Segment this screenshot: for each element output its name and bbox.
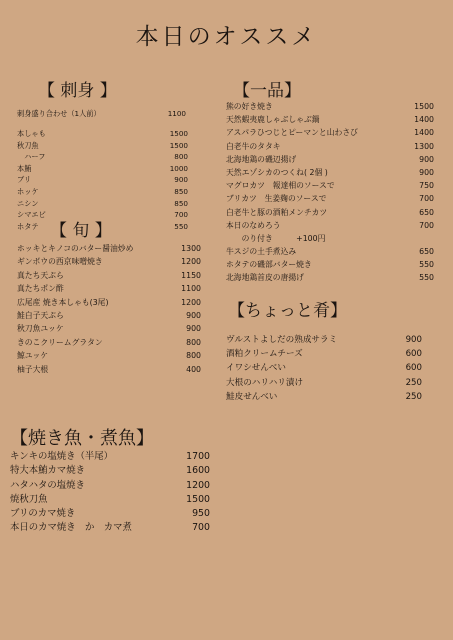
menu-item-price: 1500 bbox=[169, 140, 188, 150]
menu-item bbox=[226, 220, 434, 233]
menu-item bbox=[226, 101, 434, 114]
menu-item-price: 1600 bbox=[186, 465, 210, 477]
menu-item-name: ヴルストよしだの熟成サラミ bbox=[226, 335, 338, 345]
menu-item-name: シマエビ bbox=[17, 210, 46, 220]
sakana-heading: 【ちょっと肴】 bbox=[228, 301, 347, 321]
menu-item-price: 1200 bbox=[181, 257, 201, 267]
menu-item-price: 700 bbox=[192, 522, 210, 534]
sashimi-heading: 【 刺身 】 bbox=[38, 81, 117, 101]
sakana-list bbox=[226, 333, 422, 404]
menu-item-price: 900 bbox=[186, 324, 201, 334]
menu-item-price: 900 bbox=[405, 335, 422, 345]
menu-item bbox=[226, 333, 422, 347]
menu-item-price: 800 bbox=[174, 152, 188, 162]
menu-item-price: 700 bbox=[174, 210, 188, 220]
sashimi-platter-row bbox=[17, 109, 186, 119]
menu-item-price: 700 bbox=[419, 194, 434, 204]
menu-item-price: 650 bbox=[419, 207, 434, 217]
menu-item-price: 950 bbox=[192, 508, 210, 520]
menu-item-name: ホタテ bbox=[17, 221, 39, 231]
yakizakana-list bbox=[10, 448, 210, 534]
menu-item-price: 550 bbox=[174, 221, 188, 231]
menu-item bbox=[10, 448, 210, 462]
menu-item-name: 北海地鶏の磯辺揚げ bbox=[226, 154, 297, 164]
menu-item bbox=[17, 199, 188, 211]
menu-item-name: 特大本鮪カマ焼き bbox=[10, 465, 86, 477]
menu-item bbox=[17, 323, 201, 336]
menu-item-price: 1000 bbox=[169, 163, 188, 173]
menu-item-price: 1300 bbox=[414, 141, 434, 151]
ippin-heading: 【一品】 bbox=[233, 81, 301, 101]
menu-item-price: 800 bbox=[186, 351, 201, 361]
menu-item-name: イワシせんべい bbox=[226, 363, 286, 374]
menu-item-name: 真たち天ぷら bbox=[17, 270, 64, 280]
menu-item-price: 400 bbox=[186, 364, 201, 374]
menu-item bbox=[10, 477, 210, 491]
menu-item bbox=[10, 491, 210, 505]
menu-item-name: 広尾産 焼き本しゃも(3尾) bbox=[17, 297, 109, 307]
menu-item bbox=[226, 154, 434, 167]
menu-item-price: 1150 bbox=[181, 270, 201, 280]
menu-item-price: 650 bbox=[419, 247, 434, 257]
menu-item-price: 750 bbox=[419, 181, 434, 191]
menu-item-name: 天然蝦夷鹿しゃぶしゃぶ鍋 bbox=[226, 115, 320, 125]
menu-item-name: アスパラひつじとピーマンと山わさび bbox=[226, 128, 358, 138]
menu-item-name: ホッケ bbox=[17, 186, 39, 196]
menu-item-name: 北海地鶏首皮の唐揚げ bbox=[226, 273, 304, 283]
menu-item-name: 天然エゾシカのつくね( 2個 ) bbox=[226, 167, 328, 177]
menu-item-name: ブリのカマ焼き bbox=[10, 508, 76, 520]
menu-item-name: 鯨ユッケ bbox=[17, 351, 49, 361]
menu-item bbox=[226, 114, 434, 127]
menu-item-price: 1500 bbox=[414, 102, 434, 111]
menu-item-name: 酒粕クリームチーズ bbox=[226, 349, 303, 360]
menu-item-price: 900 bbox=[419, 154, 434, 164]
menu-item-price: 800 bbox=[186, 337, 201, 347]
ippin-list bbox=[226, 101, 434, 286]
menu-item-price: 550 bbox=[419, 273, 434, 283]
menu-item-name: ブリカツ 生姜麹のソースで bbox=[226, 194, 327, 204]
menu-item-name: キンキの塩焼き（半尾） bbox=[10, 451, 114, 462]
menu-item bbox=[226, 193, 434, 206]
menu-item bbox=[17, 364, 201, 377]
menu-item bbox=[10, 505, 210, 519]
menu-item-price: 250 bbox=[405, 391, 422, 402]
menu-item bbox=[17, 283, 201, 296]
menu-item-name: ハーフ bbox=[17, 152, 46, 162]
menu-item-name: 大根のハリハリ漬け bbox=[226, 377, 304, 388]
menu-item-name: 柚子大根 bbox=[17, 364, 49, 374]
shun-heading: 【 旬 】 bbox=[50, 221, 112, 241]
menu-item-name: 本日のカマ焼き か カマ煮 bbox=[10, 522, 132, 534]
menu-item bbox=[17, 350, 201, 363]
menu-item-price: 1400 bbox=[414, 128, 434, 138]
menu-item-name: 本日のなめろう bbox=[226, 220, 281, 230]
menu-item bbox=[226, 207, 434, 220]
menu-item bbox=[17, 310, 201, 323]
menu-item bbox=[17, 164, 188, 176]
menu-item bbox=[226, 127, 434, 140]
menu-item-price: 250 bbox=[405, 377, 422, 388]
menu-item bbox=[17, 270, 201, 283]
menu-item-name: 白老牛と豚の酒粕メンチカツ bbox=[226, 207, 328, 217]
platter-price: 1100 bbox=[167, 109, 186, 118]
menu-item-price: 1200 bbox=[186, 479, 210, 491]
menu-item-name: きのこクリームグラタン bbox=[17, 337, 103, 347]
menu-item-name: 鮭白子天ぷら bbox=[17, 310, 64, 320]
menu-item bbox=[226, 390, 422, 404]
menu-item-price: 1400 bbox=[414, 115, 434, 125]
menu-item-price: 600 bbox=[405, 363, 422, 374]
menu-item bbox=[226, 246, 434, 259]
menu-item-name: 秋刀魚 bbox=[17, 140, 39, 150]
menu-item bbox=[17, 256, 201, 269]
menu-item-name: ホタテの磯部バター焼き bbox=[226, 260, 312, 270]
menu-item bbox=[17, 187, 188, 199]
menu-item-price: 1100 bbox=[181, 284, 201, 294]
menu-item-name: 牛スジの土手煮込み bbox=[226, 247, 297, 257]
menu-item bbox=[17, 175, 188, 187]
menu-item-price: 1500 bbox=[186, 493, 210, 505]
platter-name: 刺身盛り合わせ（1人前） bbox=[17, 109, 101, 118]
menu-item-name: ブリ bbox=[17, 175, 32, 185]
menu-item bbox=[17, 243, 201, 256]
menu-item-name: ハタハタの塩焼き bbox=[10, 479, 85, 491]
menu-item-name: 鮭皮せんべい bbox=[226, 391, 278, 402]
menu-item-price: 600 bbox=[405, 349, 422, 360]
menu-item bbox=[17, 337, 201, 350]
menu-item-price: 1200 bbox=[181, 297, 201, 307]
menu-item-price: 900 bbox=[174, 175, 188, 185]
menu-item bbox=[17, 152, 188, 164]
menu-item bbox=[10, 519, 210, 533]
menu-item bbox=[10, 462, 210, 476]
menu-item-name: マグロカツ 報達相のソースで bbox=[226, 181, 335, 191]
menu-item-price: 850 bbox=[174, 186, 188, 196]
menu-item-name: ホッキとキノコのバター醤油炒め bbox=[17, 244, 134, 253]
menu-item-name: 本鮪 bbox=[17, 163, 32, 173]
menu-item-price: 900 bbox=[419, 167, 434, 177]
menu-item bbox=[226, 233, 434, 246]
menu-item-name: 秋刀魚ユッケ bbox=[17, 324, 64, 334]
menu-item-name: 真たちポン酢 bbox=[17, 284, 64, 294]
page-title: 本日のオススメ bbox=[135, 24, 318, 50]
menu-item-price: 850 bbox=[174, 198, 188, 208]
menu-item-price: 1500 bbox=[169, 129, 188, 138]
menu-item-price: 1700 bbox=[186, 451, 210, 462]
menu-item bbox=[226, 167, 434, 180]
menu-item-price: 1300 bbox=[181, 244, 201, 253]
menu-item-price: 700 bbox=[419, 220, 434, 230]
menu-item-name: 焼秋刀魚 bbox=[10, 493, 48, 505]
menu-item bbox=[226, 272, 434, 285]
menu-item bbox=[17, 141, 188, 153]
menu-item-name: 本しゃも bbox=[17, 129, 46, 138]
menu-item bbox=[17, 129, 188, 141]
menu-item-name: のり付き +100円 bbox=[226, 233, 326, 243]
shun-list bbox=[17, 243, 201, 377]
menu-item bbox=[226, 259, 434, 272]
menu-item-name: ニシン bbox=[17, 198, 39, 208]
menu-item bbox=[226, 376, 422, 390]
menu-item bbox=[226, 347, 422, 361]
menu-item bbox=[226, 180, 434, 193]
menu-item-price: 550 bbox=[419, 260, 434, 270]
menu-item-name: 白老牛のタタキ bbox=[226, 141, 281, 151]
menu-item bbox=[226, 141, 434, 154]
menu-item bbox=[226, 361, 422, 375]
menu-item-name: 熊の好き焼き bbox=[226, 102, 273, 111]
yakizakana-heading: 【焼き魚・煮魚】 bbox=[10, 428, 154, 449]
menu-item-price: 900 bbox=[186, 310, 201, 320]
menu-item-name: ギンボウの西京味噌焼き bbox=[17, 257, 103, 267]
menu-item bbox=[17, 297, 201, 310]
